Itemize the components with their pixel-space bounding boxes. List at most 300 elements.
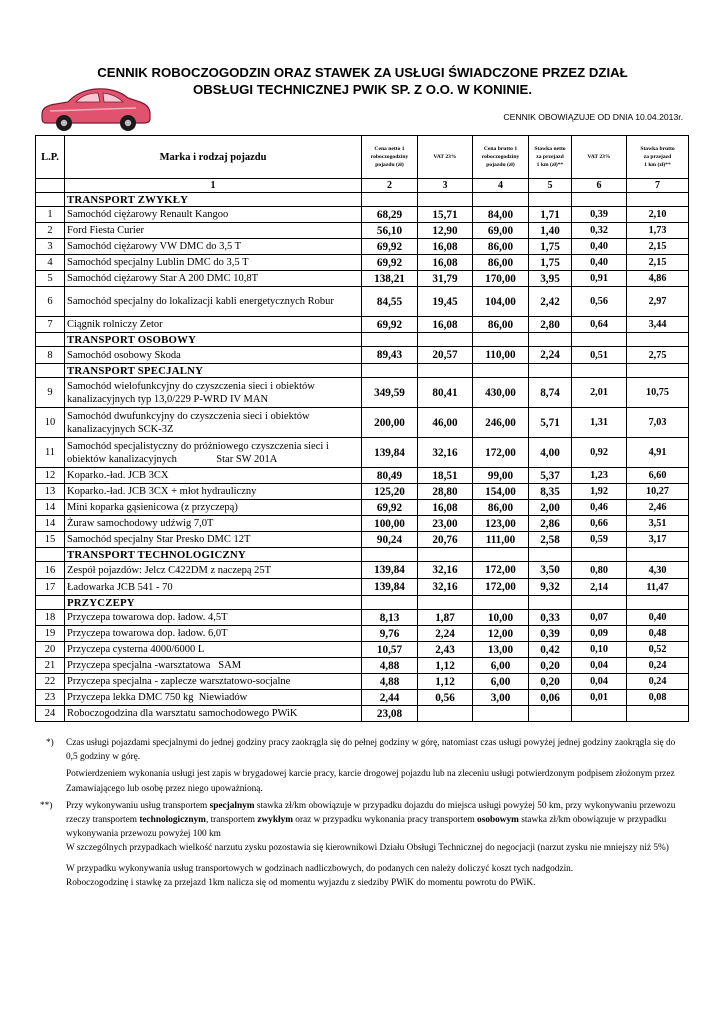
row-number: 2 bbox=[36, 223, 65, 239]
section-blank bbox=[627, 333, 689, 347]
vat-hour: 46,00 bbox=[418, 408, 473, 438]
gross-km-rate: 2,46 bbox=[627, 500, 689, 516]
vat-hour: 18,51 bbox=[418, 468, 473, 484]
vehicle-name: Przyczepa cysterna 4000/6000 L bbox=[65, 642, 362, 658]
footnote-text: W przypadku wykonywania usług transportowych w godzinach nadliczbowych, do podanych cen należy doliczyć koszt tych nadgodzin. bbox=[66, 863, 574, 874]
empty-cell bbox=[418, 706, 473, 722]
footnote-text: Czas usługi pojazdami specjalnymi do jednej godziny pracy zaokrągla się do pełnej godziny w górę, natomiast czas usługi powyżej jednej godziny zaokrągla się do 0,5 godziny w górę. bbox=[66, 738, 676, 763]
section-blank bbox=[572, 548, 627, 562]
gross-hour-price: 111,00 bbox=[473, 532, 529, 548]
vat-hour: 32,16 bbox=[418, 562, 473, 579]
vehicle-name: Przyczepa specjalna - zaplecze warsztatowo-socjalne bbox=[65, 674, 362, 690]
section-blank bbox=[418, 193, 473, 207]
section-blank bbox=[529, 364, 572, 378]
gross-km-rate: 2,97 bbox=[627, 287, 689, 317]
section-blank bbox=[529, 596, 572, 610]
section-blank bbox=[362, 596, 418, 610]
footnotes bbox=[36, 736, 688, 890]
vehicle-name: Ford Fiesta Curier bbox=[65, 223, 362, 239]
gross-hour-price: 172,00 bbox=[473, 438, 529, 468]
section-blank bbox=[473, 333, 529, 347]
table-row bbox=[36, 468, 689, 484]
gross-hour-price: 99,00 bbox=[473, 468, 529, 484]
footnote-text-part: Przy wykonywaniu usług transportem bbox=[66, 800, 210, 811]
section-blank bbox=[627, 193, 689, 207]
gross-km-rate: 0,48 bbox=[627, 626, 689, 642]
gross-km-rate: 0,24 bbox=[627, 658, 689, 674]
gross-hour-price: 104,00 bbox=[473, 287, 529, 317]
net-km-rate: 0,33 bbox=[529, 610, 572, 626]
table-row bbox=[36, 239, 689, 255]
vehicle-name: Zespół pojazdów: Jelcz C422DM z naczepą 25T bbox=[65, 562, 362, 579]
vat-hour: 2,43 bbox=[418, 642, 473, 658]
vehicle-name: Przyczepa towarowa dop. ładow. 4,5T bbox=[65, 610, 362, 626]
section-blank bbox=[529, 193, 572, 207]
empty-cell bbox=[529, 706, 572, 722]
header-net-km-line: za przejazd bbox=[536, 154, 564, 160]
gross-hour-price: 12,00 bbox=[473, 626, 529, 642]
row-number: 21 bbox=[36, 658, 65, 674]
section-blank bbox=[362, 193, 418, 207]
section-blank bbox=[418, 333, 473, 347]
gross-hour-price: 154,00 bbox=[473, 484, 529, 500]
row-number: 24 bbox=[36, 706, 65, 722]
header-net-hour-line: Cena netto 1 bbox=[374, 146, 405, 152]
row-number: 11 bbox=[36, 438, 65, 468]
vat-km: 0,09 bbox=[572, 626, 627, 642]
net-km-rate: 8,35 bbox=[529, 484, 572, 500]
footnote-bold: specjalnym bbox=[209, 800, 255, 811]
net-hour-price: 89,43 bbox=[362, 347, 418, 364]
vehicle-name: Przyczepa specjalna -warsztatowa SAM bbox=[65, 658, 362, 674]
footnote-text-part: oraz w przypadku wykonania pracy transportem bbox=[292, 815, 478, 826]
section-blank bbox=[529, 548, 572, 562]
vat-hour: 15,71 bbox=[418, 207, 473, 223]
net-hour-price: 10,57 bbox=[362, 642, 418, 658]
vehicle-name: Przyczepa towarowa dop. ładow. 6,0T bbox=[65, 626, 362, 642]
row-number: 20 bbox=[36, 642, 65, 658]
net-km-rate: 4,00 bbox=[529, 438, 572, 468]
table-row bbox=[36, 378, 689, 408]
section-title: TRANSPORT ZWYKŁY bbox=[65, 193, 362, 207]
vat-km: 0,10 bbox=[572, 642, 627, 658]
gross-km-rate: 4,91 bbox=[627, 438, 689, 468]
vat-km: 2,01 bbox=[572, 378, 627, 408]
section-title: TRANSPORT SPECJALNY bbox=[65, 364, 362, 378]
vehicle-name: Samochód ciężarowy Renault Kangoo bbox=[65, 207, 362, 223]
row-number: 3 bbox=[36, 239, 65, 255]
gross-hour-price: 6,00 bbox=[473, 658, 529, 674]
gross-km-rate: 0,52 bbox=[627, 642, 689, 658]
net-km-rate: 0,20 bbox=[529, 658, 572, 674]
gross-hour-price: 86,00 bbox=[473, 255, 529, 271]
row-number: 16 bbox=[36, 562, 65, 579]
vat-hour: 16,08 bbox=[418, 239, 473, 255]
header-gross-hour bbox=[473, 136, 529, 179]
row-number: 9 bbox=[36, 378, 65, 408]
header-lp: L.P. bbox=[36, 136, 65, 179]
section-blank bbox=[418, 596, 473, 610]
section-blank bbox=[36, 193, 65, 207]
header-net-km-line: 1 km (zł)** bbox=[536, 162, 564, 168]
column-index-row bbox=[36, 179, 689, 193]
footnote-text: W szczególnych przypadkach wielkość narzutu zysku pozostawia się kierownikowi Działu Obsługi Technicznej do negocjacji (narzut zysku nie mniejszy niż 5%) bbox=[66, 843, 669, 854]
table-row bbox=[36, 610, 689, 626]
gross-hour-price: 246,00 bbox=[473, 408, 529, 438]
gross-km-rate: 0,08 bbox=[627, 690, 689, 706]
footnote-mark: *) bbox=[46, 738, 54, 748]
vat-km: 0,80 bbox=[572, 562, 627, 579]
empty-cell bbox=[572, 706, 627, 722]
section-blank bbox=[418, 364, 473, 378]
gross-hour-price: 6,00 bbox=[473, 674, 529, 690]
vat-hour: 80,41 bbox=[418, 378, 473, 408]
gross-hour-price: 86,00 bbox=[473, 317, 529, 333]
footnote-bold: zwykłym bbox=[257, 815, 293, 826]
net-hour-price: 9,76 bbox=[362, 626, 418, 642]
net-km-rate: 2,42 bbox=[529, 287, 572, 317]
vat-hour: 19,45 bbox=[418, 287, 473, 317]
gross-km-rate: 11,47 bbox=[627, 579, 689, 596]
net-hour-price: 100,00 bbox=[362, 516, 418, 532]
table-row bbox=[36, 255, 689, 271]
vat-km: 0,40 bbox=[572, 255, 627, 271]
vat-km: 1,23 bbox=[572, 468, 627, 484]
net-km-rate: 1,75 bbox=[529, 255, 572, 271]
vehicle-name-line: Samochód wielofunkcyjny do czyszczenia sieci i obiektów bbox=[67, 380, 315, 392]
index-blank bbox=[36, 179, 65, 193]
net-hour-price: 80,49 bbox=[362, 468, 418, 484]
section-blank bbox=[362, 364, 418, 378]
table-row bbox=[36, 674, 689, 690]
gross-hour-price: 84,00 bbox=[473, 207, 529, 223]
header-net-hour-line: roboczogodziny bbox=[370, 154, 409, 160]
column-index: 1 bbox=[65, 179, 362, 193]
header-gross-km bbox=[627, 136, 689, 179]
footnote-bold: technologicznym bbox=[139, 815, 206, 826]
row-number: 23 bbox=[36, 690, 65, 706]
table-row bbox=[36, 690, 689, 706]
column-index: 4 bbox=[473, 179, 529, 193]
car-clipart-icon bbox=[36, 84, 154, 134]
vat-hour: 1,12 bbox=[418, 674, 473, 690]
net-km-rate: 3,50 bbox=[529, 562, 572, 579]
net-hour-price: 90,24 bbox=[362, 532, 418, 548]
table-row bbox=[36, 287, 689, 317]
section-blank bbox=[36, 596, 65, 610]
table-row bbox=[36, 408, 689, 438]
vehicle-name: Ciągnik rolniczy Zetor bbox=[65, 317, 362, 333]
footnote-double-star bbox=[36, 799, 688, 842]
gross-km-rate: 7,03 bbox=[627, 408, 689, 438]
gross-hour-price: 170,00 bbox=[473, 271, 529, 287]
net-hour-price: 84,55 bbox=[362, 287, 418, 317]
section-blank bbox=[529, 333, 572, 347]
gross-km-rate: 3,51 bbox=[627, 516, 689, 532]
row-number: 15 bbox=[36, 532, 65, 548]
header-net-km bbox=[529, 136, 572, 179]
gross-km-rate: 4,86 bbox=[627, 271, 689, 287]
section-blank bbox=[36, 333, 65, 347]
footnote-bold: osobowym bbox=[477, 815, 519, 826]
vat-km: 0,66 bbox=[572, 516, 627, 532]
net-hour-price: 23,08 bbox=[362, 706, 418, 722]
vat-km: 0,59 bbox=[572, 532, 627, 548]
row-number: 1 bbox=[36, 207, 65, 223]
net-hour-price: 69,92 bbox=[362, 255, 418, 271]
column-index: 5 bbox=[529, 179, 572, 193]
vat-hour: 16,08 bbox=[418, 317, 473, 333]
vat-km: 1,31 bbox=[572, 408, 627, 438]
vat-km: 0,56 bbox=[572, 287, 627, 317]
net-km-rate: 2,80 bbox=[529, 317, 572, 333]
vehicle-name: Samochód ciężarowy Star A 200 DMC 10,8T bbox=[65, 271, 362, 287]
row-number: 13 bbox=[36, 484, 65, 500]
row-number: 6 bbox=[36, 287, 65, 317]
footnote-text-part: , transportem bbox=[205, 815, 258, 826]
table-row bbox=[36, 658, 689, 674]
header-gross-km-line: 1 km (zł)** bbox=[644, 162, 671, 168]
section-blank bbox=[473, 193, 529, 207]
column-index: 7 bbox=[627, 179, 689, 193]
net-hour-price: 56,10 bbox=[362, 223, 418, 239]
net-km-rate: 0,06 bbox=[529, 690, 572, 706]
net-hour-price: 69,92 bbox=[362, 239, 418, 255]
footnote-text-part: stawka zł/km obowiązuje w przypadku wykonywania przewozu powyżej 100 km bbox=[66, 815, 667, 840]
vat-hour: 2,24 bbox=[418, 626, 473, 642]
net-hour-price: 138,21 bbox=[362, 271, 418, 287]
section-blank bbox=[473, 548, 529, 562]
section-blank bbox=[362, 548, 418, 562]
header-gross-hour-line: Cena brutto 1 bbox=[483, 146, 518, 152]
section-title: TRANSPORT OSOBOWY bbox=[65, 333, 362, 347]
gross-hour-price: 3,00 bbox=[473, 690, 529, 706]
header-gross-hour-line: roboczogodziny bbox=[481, 154, 520, 160]
net-hour-price: 200,00 bbox=[362, 408, 418, 438]
section-title: TRANSPORT TECHNOLOGICZNY bbox=[65, 548, 362, 562]
vehicle-name bbox=[65, 378, 362, 408]
row-number: 18 bbox=[36, 610, 65, 626]
gross-km-rate: 3,44 bbox=[627, 317, 689, 333]
gross-hour-price: 172,00 bbox=[473, 562, 529, 579]
footnote-text-part: stawka zł/km obowiązuje w przypadku dojazdu do miejsca usługi powyżej 50 km, przy wykonywaniu przewozu rzeczy transportem bbox=[66, 800, 676, 826]
vehicle-name: Samochód specjalny Lublin DMC do 3,5 T bbox=[65, 255, 362, 271]
net-km-rate: 0,39 bbox=[529, 626, 572, 642]
vat-km: 0,92 bbox=[572, 438, 627, 468]
vehicle-name-line: Samochód dwufunkcyjny do czyszczenia sieci i obiektów bbox=[67, 410, 310, 422]
gross-km-rate: 10,27 bbox=[627, 484, 689, 500]
header-row bbox=[36, 136, 689, 179]
footnote-text: Roboczogodzinę i stawkę za przejazd 1km nalicza się od momentu wyjazdu z siedziby PWiK do momentu powrotu do PWiK. bbox=[66, 877, 536, 888]
section-blank bbox=[418, 548, 473, 562]
footnote-confirmation bbox=[36, 767, 688, 795]
title-line-1: CENNIK ROBOCZOGODZIN ORAZ STAWEK ZA USŁUGI ŚWIADCZONE PRZEZ DZIAŁ bbox=[97, 65, 628, 80]
title-line-2: OBSŁUGI TECHNICZNEJ PWIK SP. Z O.O. W KONINIE. bbox=[193, 82, 532, 97]
vat-hour: 20,76 bbox=[418, 532, 473, 548]
section-blank bbox=[362, 333, 418, 347]
net-km-rate: 2,58 bbox=[529, 532, 572, 548]
section-blank bbox=[36, 364, 65, 378]
vehicle-name-line: kanalizacyjnych typ 13,0/229 P-WRD IV MAN bbox=[67, 393, 269, 405]
gross-km-rate: 0,40 bbox=[627, 610, 689, 626]
footnote-text: Potwierdzeniem wykonania usługi jest zapis w brygadowej karcie pracy, karcie drogowej pojazdu lub na zleceniu usługi potwierdzonym podpisem złożonym przez Zamawiającego lub osobę przez niego upoważnioną. bbox=[66, 769, 675, 794]
net-km-rate: 5,71 bbox=[529, 408, 572, 438]
vehicle-name-line: Samochód specjalistyczny do próżniowego czyszczenia sieci i bbox=[67, 440, 329, 452]
vat-km: 2,14 bbox=[572, 579, 627, 596]
header-net-hour bbox=[362, 136, 418, 179]
net-hour-price: 139,84 bbox=[362, 579, 418, 596]
net-hour-price: 139,84 bbox=[362, 438, 418, 468]
vat-km: 0,32 bbox=[572, 223, 627, 239]
net-hour-price: 68,29 bbox=[362, 207, 418, 223]
gross-hour-price: 123,00 bbox=[473, 516, 529, 532]
gross-hour-price: 10,00 bbox=[473, 610, 529, 626]
vat-hour: 28,80 bbox=[418, 484, 473, 500]
row-number: 12 bbox=[36, 468, 65, 484]
header-name: Marka i rodzaj pojazdu bbox=[65, 136, 362, 179]
table-row bbox=[36, 532, 689, 548]
gross-km-rate: 10,75 bbox=[627, 378, 689, 408]
vat-hour: 1,87 bbox=[418, 610, 473, 626]
table-row bbox=[36, 642, 689, 658]
net-km-rate: 0,20 bbox=[529, 674, 572, 690]
vehicle-name: Koparko.-ład. JCB 3CX bbox=[65, 468, 362, 484]
section-blank bbox=[627, 364, 689, 378]
vat-km: 0,04 bbox=[572, 674, 627, 690]
net-km-rate: 8,74 bbox=[529, 378, 572, 408]
column-index: 2 bbox=[362, 179, 418, 193]
effective-date: CENNIK OBOWIĄZUJE OD DNIA 10.04.2013r. bbox=[503, 112, 683, 122]
gross-hour-price: 86,00 bbox=[473, 239, 529, 255]
vehicle-name bbox=[65, 438, 362, 468]
net-km-rate: 2,86 bbox=[529, 516, 572, 532]
net-hour-price: 349,59 bbox=[362, 378, 418, 408]
footnote-counting bbox=[36, 876, 688, 890]
vehicle-name-line: kanalizacyjnych SCK-3Z bbox=[67, 423, 174, 435]
gross-hour-price: 172,00 bbox=[473, 579, 529, 596]
net-hour-price: 139,84 bbox=[362, 562, 418, 579]
net-hour-price: 125,20 bbox=[362, 484, 418, 500]
section-blank bbox=[572, 364, 627, 378]
gross-hour-price: 110,00 bbox=[473, 347, 529, 364]
vehicle-name: Koparko.-ład. JCB 3CX + młot hydrauliczny bbox=[65, 484, 362, 500]
car-hub-rear bbox=[125, 120, 131, 126]
price-table bbox=[35, 135, 689, 722]
section-row bbox=[36, 333, 689, 347]
vat-km: 0,64 bbox=[572, 317, 627, 333]
vat-hour: 16,08 bbox=[418, 500, 473, 516]
row-number: 10 bbox=[36, 408, 65, 438]
row-number: 4 bbox=[36, 255, 65, 271]
empty-cell bbox=[627, 706, 689, 722]
net-km-rate: 3,95 bbox=[529, 271, 572, 287]
vat-hour: 0,56 bbox=[418, 690, 473, 706]
section-blank bbox=[572, 333, 627, 347]
gross-km-rate: 3,17 bbox=[627, 532, 689, 548]
header-vat-km: VAT 23% bbox=[572, 136, 627, 179]
vat-hour: 32,16 bbox=[418, 579, 473, 596]
vehicle-name: Przyczepa lekka DMC 750 kg Niewiadów bbox=[65, 690, 362, 706]
table-row bbox=[36, 223, 689, 239]
table-row bbox=[36, 500, 689, 516]
gross-km-rate: 2,75 bbox=[627, 347, 689, 364]
vat-hour: 1,12 bbox=[418, 658, 473, 674]
row-number: 5 bbox=[36, 271, 65, 287]
empty-cell bbox=[473, 706, 529, 722]
gross-km-rate: 4,30 bbox=[627, 562, 689, 579]
vat-hour: 16,08 bbox=[418, 255, 473, 271]
table-row bbox=[36, 347, 689, 364]
footnote-profit bbox=[36, 841, 688, 855]
row-number: 14 bbox=[36, 516, 65, 532]
section-row bbox=[36, 548, 689, 562]
gross-km-rate: 2,10 bbox=[627, 207, 689, 223]
vat-km: 0,40 bbox=[572, 239, 627, 255]
car-hub-front bbox=[61, 120, 67, 126]
row-number: 8 bbox=[36, 347, 65, 364]
vat-hour: 23,00 bbox=[418, 516, 473, 532]
net-hour-price: 4,88 bbox=[362, 658, 418, 674]
row-number: 22 bbox=[36, 674, 65, 690]
section-blank bbox=[473, 596, 529, 610]
gross-km-rate: 0,24 bbox=[627, 674, 689, 690]
net-km-rate: 0,42 bbox=[529, 642, 572, 658]
net-hour-price: 4,88 bbox=[362, 674, 418, 690]
vat-km: 0,46 bbox=[572, 500, 627, 516]
section-blank bbox=[572, 596, 627, 610]
vehicle-name: Żuraw samochodowy udźwig 7,0T bbox=[65, 516, 362, 532]
gross-hour-price: 430,00 bbox=[473, 378, 529, 408]
net-km-rate: 9,32 bbox=[529, 579, 572, 596]
vehicle-name bbox=[65, 408, 362, 438]
vat-km: 0,04 bbox=[572, 658, 627, 674]
section-blank bbox=[572, 193, 627, 207]
vehicle-name: Samochód specjalny Star Presko DMC 12T bbox=[65, 532, 362, 548]
vat-km: 0,51 bbox=[572, 347, 627, 364]
column-index: 6 bbox=[572, 179, 627, 193]
table-row bbox=[36, 438, 689, 468]
header-gross-km-line: Stawka brutto bbox=[640, 146, 675, 152]
table-row bbox=[36, 484, 689, 500]
vehicle-name: Ładowarka JCB 541 - 70 bbox=[65, 579, 362, 596]
net-hour-price: 69,92 bbox=[362, 500, 418, 516]
net-km-rate: 1,40 bbox=[529, 223, 572, 239]
header-vat-hour: VAT 23% bbox=[418, 136, 473, 179]
column-index: 3 bbox=[418, 179, 473, 193]
vat-km: 0,91 bbox=[572, 271, 627, 287]
section-row bbox=[36, 193, 689, 207]
table-row bbox=[36, 207, 689, 223]
vehicle-name-line: obiektów kanalizacyjnych Star SW 201A bbox=[67, 453, 278, 465]
gross-km-rate: 6,60 bbox=[627, 468, 689, 484]
table-row bbox=[36, 706, 689, 722]
footnote-overtime bbox=[36, 862, 688, 876]
table-row bbox=[36, 626, 689, 642]
table-row bbox=[36, 317, 689, 333]
section-row bbox=[36, 596, 689, 610]
net-km-rate: 2,24 bbox=[529, 347, 572, 364]
header-gross-km-line: za przejazd bbox=[643, 154, 672, 160]
vat-km: 1,92 bbox=[572, 484, 627, 500]
gross-hour-price: 69,00 bbox=[473, 223, 529, 239]
row-number: 14 bbox=[36, 500, 65, 516]
vat-hour: 32,16 bbox=[418, 438, 473, 468]
section-row bbox=[36, 364, 689, 378]
gross-hour-price: 13,00 bbox=[473, 642, 529, 658]
header-net-km-line: Stawka netto bbox=[534, 146, 566, 152]
header-net-hour-line: pojazdu (zł) bbox=[375, 162, 404, 168]
vehicle-name: Roboczogodzina dla warsztatu samochodowego PWiK bbox=[65, 706, 362, 722]
